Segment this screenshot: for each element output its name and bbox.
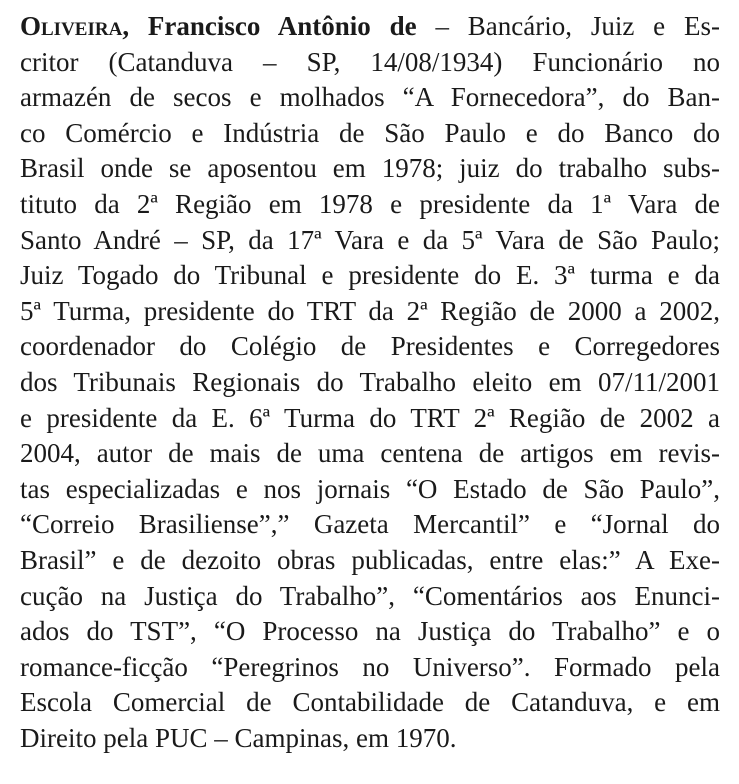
- entry-line-text: – Bancário, Juiz e Es-: [416, 11, 720, 41]
- entry-line: critor (Catanduva – SP, 14/08/1934) Funcionário no: [20, 46, 720, 77]
- entry-line: tas especializadas e nos jornais “O Estado de São Paulo”,: [20, 473, 720, 504]
- entry-line: cução na Justiça do Trabalho”, “Comentários aos Enunci-: [20, 580, 720, 611]
- entry-line: armazén de secos e molhados “A Fornecedora”, do Ban-: [20, 82, 720, 113]
- entry-headword: [20, 11, 417, 41]
- entry-line: Santo André – SP, da 17ª Vara e da 5ª Vara de São Paulo;: [20, 224, 720, 255]
- entry-line: e presidente da E. 6ª Turma do TRT 2ª Região de 2002 a: [20, 402, 720, 433]
- entry-line: “Correio Brasiliense”,” Gazeta Mercantil” e “Jornal do: [20, 509, 720, 540]
- entry-line: dos Tribunais Regionais do Trabalho eleito em 07/11/2001: [20, 366, 720, 397]
- headword-surname: Oliveira: [20, 11, 123, 41]
- entry-line: Escola Comercial de Contabilidade de Catanduva, e em: [20, 687, 720, 718]
- entry-line: tituto da 2ª Região em 1978 e presidente da 1ª Vara de: [20, 188, 720, 219]
- entry-line: co Comércio e Indústria de São Paulo e do Banco do: [20, 117, 720, 148]
- entry-line: 2004, autor de mais de uma centena de artigos em revis-: [20, 438, 720, 469]
- entry-line: [20, 9, 720, 45]
- entry-line: Brasil” e de dezoito obras publicadas, entre elas:” A Exe-: [20, 544, 720, 575]
- entry-line: romance-ficção “Peregrinos no Universo”. Formado pela: [20, 651, 720, 682]
- headword-given-names: , Francisco Antônio de: [122, 11, 417, 41]
- entry-line: ados do TST”, “O Processo na Justiça do Trabalho” e o: [20, 616, 720, 647]
- entry-line: Brasil onde se aposentou em 1978; juiz do trabalho subs-: [20, 153, 720, 184]
- entry-line: Direito pela PUC – Campinas, em 1970.: [20, 722, 457, 753]
- entry-line: coordenador do Colégio de Presidentes e Corregedores: [20, 331, 720, 362]
- entry-line: 5ª Turma, presidente do TRT da 2ª Região de 2000 a 2002,: [20, 295, 720, 326]
- biography-entry: [20, 9, 720, 756]
- entry-line: Juiz Togado do Tribunal e presidente do E. 3ª turma e da: [20, 260, 720, 291]
